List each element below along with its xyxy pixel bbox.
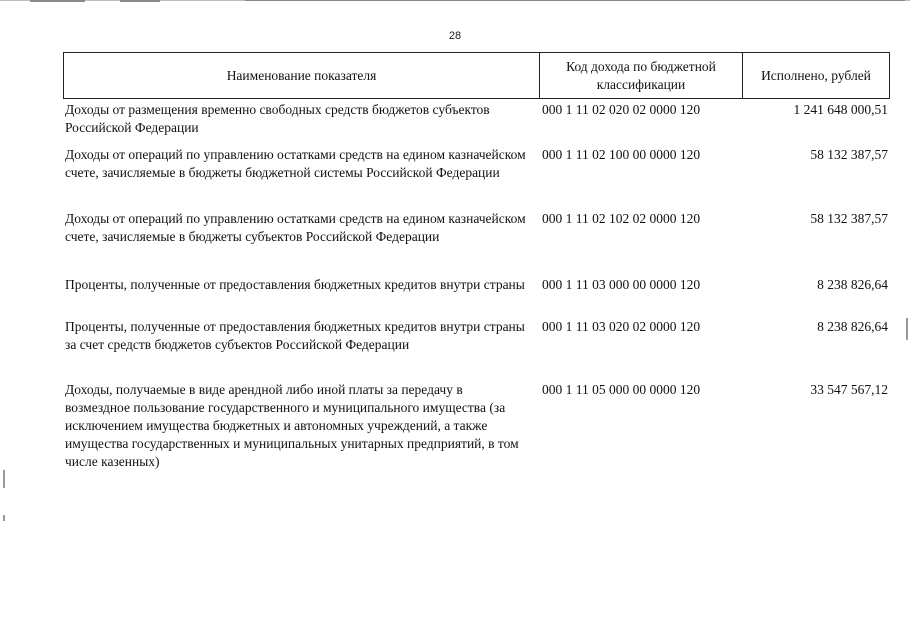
header-indicator-name: Наименование показателя (64, 53, 540, 98)
scan-artifact (30, 0, 85, 2)
row-budget-code: 000 1 11 02 020 02 0000 120 (542, 102, 701, 117)
row-executed-amount: 58 132 387,57 (810, 147, 888, 162)
row-executed-amount: 33 547 567,12 (810, 382, 888, 397)
table-row (65, 276, 890, 318)
row-indicator-name: Доходы от размещения временно свободных средств бюджетов субъектов Российской Федерации (65, 102, 490, 135)
row-indicator-name: Проценты, полученные от предоставления бюджетных кредитов внутри страны (65, 277, 525, 292)
row-indicator-name: Доходы от операций по управлению остатками средств на едином казначейском счете, зачисляемые в бюджеты бюджетной системы Российской Федерации (65, 147, 526, 180)
scan-artifact (120, 0, 160, 2)
row-executed-amount: 58 132 387,57 (810, 211, 888, 226)
table-header (63, 52, 890, 99)
row-budget-code: 000 1 11 02 100 00 0000 120 (542, 147, 701, 162)
scan-artifact (245, 0, 905, 1)
scan-artifact (3, 470, 5, 488)
row-indicator-name: Проценты, полученные от предоставления бюджетных кредитов внутри страны за счет средств бюджетов субъектов Российской Федерации (65, 319, 525, 352)
scan-artifact (906, 318, 908, 340)
table-row (65, 381, 890, 481)
row-executed-amount: 1 241 648 000,51 (793, 102, 888, 117)
page-number: 28 (448, 30, 462, 42)
table-row (65, 210, 890, 276)
header-budget-code: Код дохода по бюджетной классификации (540, 53, 743, 98)
scan-artifact (3, 515, 5, 521)
row-budget-code: 000 1 11 05 000 00 0000 120 (542, 382, 701, 397)
table-row (65, 146, 890, 210)
table-row (65, 101, 890, 146)
row-executed-amount: 8 238 826,64 (817, 277, 888, 292)
row-indicator-name: Доходы от операций по управлению остатками средств на едином казначейском счете, зачисляемые в бюджеты субъектов Российской Федерации (65, 211, 526, 244)
row-budget-code: 000 1 11 02 102 02 0000 120 (542, 211, 701, 226)
table-body (65, 101, 890, 481)
header-executed-amount: Исполнено, рублей (761, 67, 871, 83)
row-indicator-name: Доходы, получаемые в виде арендной либо иной платы за передачу в возмездное пользование государственного и муниципального имущества (за исключением имущества бюджетных и автономных учреждений, а также имущества государственных и муниципальных унитарных предприятий, в том числе казенных) (65, 382, 519, 469)
row-budget-code: 000 1 11 03 000 00 0000 120 (542, 277, 701, 292)
table-row (65, 318, 890, 381)
row-budget-code: 000 1 11 03 020 02 0000 120 (542, 319, 701, 334)
row-executed-amount: 8 238 826,64 (817, 319, 888, 334)
